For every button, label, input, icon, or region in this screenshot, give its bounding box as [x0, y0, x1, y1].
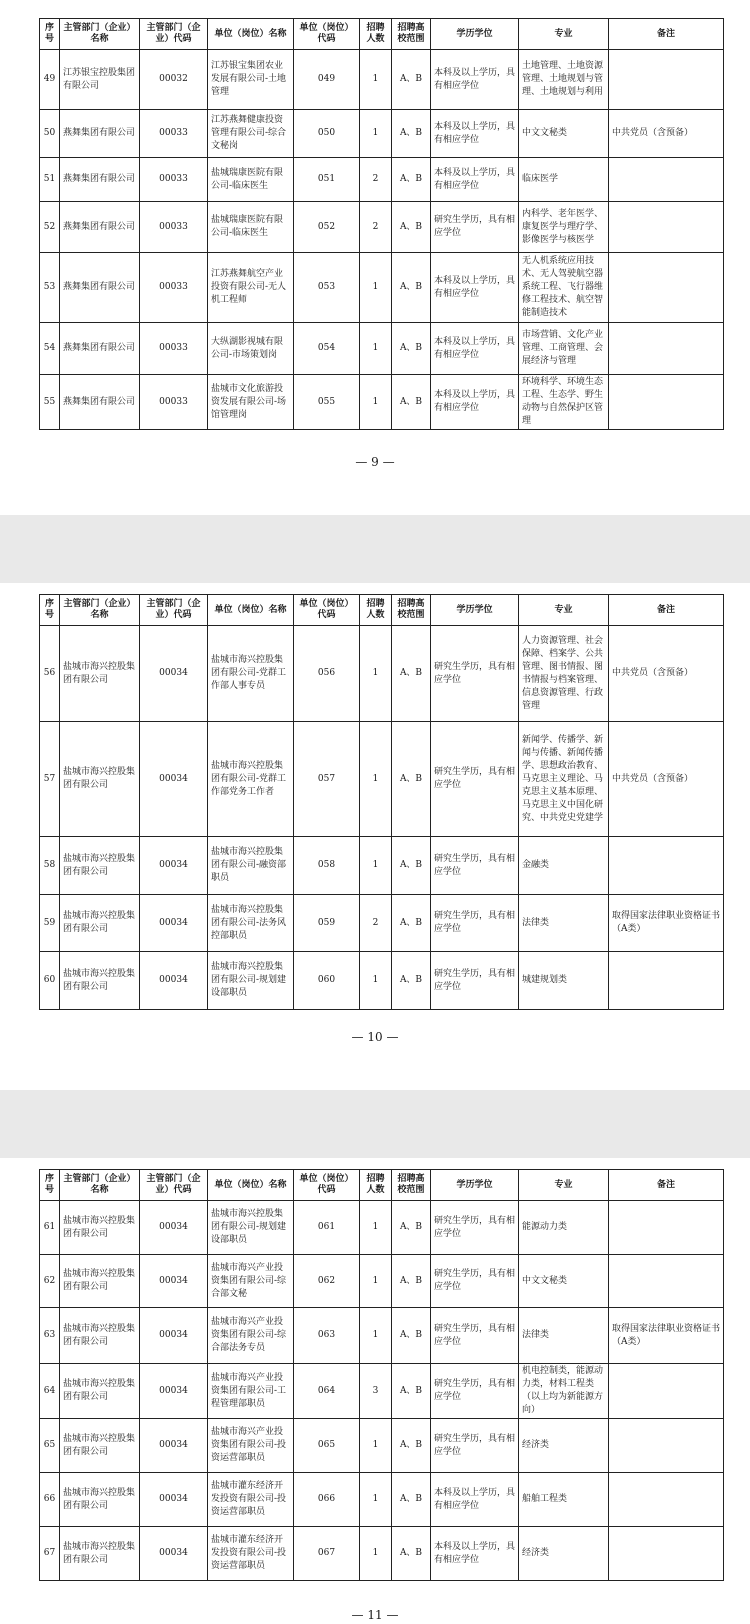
column-header: 序号 [40, 595, 60, 626]
remarks-cell [609, 952, 724, 1010]
school-scope-cell: A、B [392, 1473, 431, 1527]
recruitment-table-page-10 [39, 594, 724, 1010]
column-header: 备注 [609, 19, 724, 50]
column-header: 招聘高校范围 [392, 19, 431, 50]
column-header: 招聘高校范围 [392, 1170, 431, 1201]
dept-name-cell: 盐城市海兴控股集团有限公司 [60, 1255, 140, 1308]
remarks-cell [609, 837, 724, 895]
unit-name-cell: 大纵湖影视城有限公司-市场策划岗 [208, 323, 294, 375]
hire-count-cell: 2 [360, 202, 392, 253]
hire-count-cell: 1 [360, 253, 392, 323]
unit-code-cell: 060 [294, 952, 360, 1010]
table-row [40, 895, 724, 952]
unit-name-cell: 盐城市灌东经济开发投资有限公司-投资运营部职员 [208, 1473, 294, 1527]
table-row [40, 1201, 724, 1255]
row-number-cell: 57 [40, 722, 60, 837]
dept-code-cell: 00034 [140, 1255, 208, 1308]
unit-code-cell: 064 [294, 1364, 360, 1419]
dept-code-cell: 00033 [140, 202, 208, 253]
table-row [40, 323, 724, 375]
dept-name-cell: 盐城市海兴控股集团有限公司 [60, 952, 140, 1010]
table-row [40, 1364, 724, 1419]
dept-code-cell: 00034 [140, 1201, 208, 1255]
dept-name-cell: 盐城市海兴控股集团有限公司 [60, 1201, 140, 1255]
table-row [40, 50, 724, 110]
row-number-cell: 52 [40, 202, 60, 253]
column-header: 主管部门（企业）代码 [140, 595, 208, 626]
unit-code-cell: 052 [294, 202, 360, 253]
school-scope-cell: A、B [392, 722, 431, 837]
education-cell: 研究生学历，具有相应学位 [431, 1201, 519, 1255]
hire-count-cell: 1 [360, 626, 392, 722]
dept-code-cell: 00033 [140, 253, 208, 323]
dept-name-cell: 盐城市海兴控股集团有限公司 [60, 722, 140, 837]
hire-count-cell: 1 [360, 837, 392, 895]
unit-code-cell: 056 [294, 626, 360, 722]
row-number-cell: 67 [40, 1527, 60, 1581]
dept-name-cell: 江苏银宝控股集团有限公司 [60, 50, 140, 110]
school-scope-cell: A、B [392, 110, 431, 158]
education-cell: 研究生学历，具有相应学位 [431, 1255, 519, 1308]
hire-count-cell: 2 [360, 895, 392, 952]
unit-code-cell: 067 [294, 1527, 360, 1581]
header-row [40, 1170, 724, 1201]
major-cell: 金融类 [519, 837, 609, 895]
school-scope-cell: A、B [392, 1201, 431, 1255]
education-cell: 本科及以上学历，具有相应学位 [431, 110, 519, 158]
education-cell: 本科及以上学历，具有相应学位 [431, 1527, 519, 1581]
remarks-cell [609, 1201, 724, 1255]
remarks-cell [609, 50, 724, 110]
dept-name-cell: 燕舞集团有限公司 [60, 323, 140, 375]
unit-code-cell: 050 [294, 110, 360, 158]
unit-name-cell: 盐城市海兴产业投资集团有限公司-综合部法务专员 [208, 1308, 294, 1364]
unit-name-cell: 盐城市海兴控股集团有限公司-规划建设部职员 [208, 1201, 294, 1255]
dept-name-cell: 燕舞集团有限公司 [60, 202, 140, 253]
dept-code-cell: 00034 [140, 1527, 208, 1581]
column-header: 备注 [609, 1170, 724, 1201]
dept-code-cell: 00033 [140, 110, 208, 158]
school-scope-cell: A、B [392, 952, 431, 1010]
major-cell: 经济类 [519, 1527, 609, 1581]
education-cell: 本科及以上学历，具有相应学位 [431, 158, 519, 202]
major-cell: 中文文秘类 [519, 1255, 609, 1308]
recruitment-table-page-11 [39, 1169, 724, 1581]
major-cell: 法律类 [519, 1308, 609, 1364]
row-number-cell: 58 [40, 837, 60, 895]
column-header: 专业 [519, 19, 609, 50]
dept-code-cell: 00034 [140, 1364, 208, 1419]
unit-code-cell: 063 [294, 1308, 360, 1364]
remarks-cell [609, 1364, 724, 1419]
table-row [40, 1308, 724, 1364]
remarks-cell [609, 1255, 724, 1308]
page-separator [0, 1090, 750, 1158]
hire-count-cell: 1 [360, 323, 392, 375]
major-cell: 中文文秘类 [519, 110, 609, 158]
major-cell: 新闻学、传播学、新闻与传播、新闻传播学、思想政治教育、马克思主义理论、马克思主义基本原理、马克思主义中国化研究、中共党史党建学 [519, 722, 609, 837]
table-row [40, 626, 724, 722]
hire-count-cell: 1 [360, 1255, 392, 1308]
education-cell: 研究生学历，具有相应学位 [431, 837, 519, 895]
unit-code-cell: 065 [294, 1419, 360, 1473]
dept-code-cell: 00033 [140, 158, 208, 202]
unit-code-cell: 066 [294, 1473, 360, 1527]
remarks-cell: 中共党员（含预备） [609, 722, 724, 837]
column-header: 招聘高校范围 [392, 595, 431, 626]
unit-name-cell: 江苏燕舞健康投资管理有限公司-综合文秘岗 [208, 110, 294, 158]
column-header: 备注 [609, 595, 724, 626]
dept-name-cell: 盐城市海兴控股集团有限公司 [60, 895, 140, 952]
page-number: — 10 — [351, 1030, 399, 1044]
column-header: 主管部门（企业）代码 [140, 1170, 208, 1201]
table-row [40, 375, 724, 430]
hire-count-cell: 1 [360, 952, 392, 1010]
hire-count-cell: 1 [360, 50, 392, 110]
remarks-cell [609, 375, 724, 430]
table-row [40, 253, 724, 323]
education-cell: 本科及以上学历，具有相应学位 [431, 1473, 519, 1527]
unit-name-cell: 盐城市灌东经济开发投资有限公司-投资运营部职员 [208, 1527, 294, 1581]
major-cell: 机电控制类，能源动力类，材料工程类（以上均为新能源方向） [519, 1364, 609, 1419]
major-cell: 临床医学 [519, 158, 609, 202]
remarks-cell [609, 253, 724, 323]
education-cell: 研究生学历，具有相应学位 [431, 952, 519, 1010]
table-row [40, 722, 724, 837]
education-cell: 研究生学历，具有相应学位 [431, 1419, 519, 1473]
school-scope-cell: A、B [392, 323, 431, 375]
row-number-cell: 49 [40, 50, 60, 110]
dept-name-cell: 盐城市海兴控股集团有限公司 [60, 626, 140, 722]
hire-count-cell: 1 [360, 722, 392, 837]
dept-code-cell: 00034 [140, 1473, 208, 1527]
column-header: 主管部门（企业）名称 [60, 595, 140, 626]
major-cell: 土地管理、土地资源管理、土地规划与管理、土地规划与利用 [519, 50, 609, 110]
unit-name-cell: 盐城市文化旅游投资发展有限公司-场馆管理岗 [208, 375, 294, 430]
recruitment-table-page-9 [39, 18, 724, 430]
row-number-cell: 59 [40, 895, 60, 952]
column-header: 招聘人数 [360, 1170, 392, 1201]
dept-name-cell: 盐城市海兴控股集团有限公司 [60, 1527, 140, 1581]
unit-code-cell: 062 [294, 1255, 360, 1308]
dept-code-cell: 00032 [140, 50, 208, 110]
column-header: 主管部门（企业）代码 [140, 19, 208, 50]
major-cell: 法律类 [519, 895, 609, 952]
unit-code-cell: 051 [294, 158, 360, 202]
hire-count-cell: 3 [360, 1364, 392, 1419]
dept-name-cell: 盐城市海兴控股集团有限公司 [60, 1419, 140, 1473]
table-row [40, 202, 724, 253]
unit-code-cell: 058 [294, 837, 360, 895]
column-header: 招聘人数 [360, 19, 392, 50]
unit-code-cell: 061 [294, 1201, 360, 1255]
column-header: 单位（岗位）名称 [208, 595, 294, 626]
dept-code-cell: 00034 [140, 722, 208, 837]
unit-name-cell: 盐城市海兴控股集团有限公司-融资部职员 [208, 837, 294, 895]
remarks-cell [609, 1527, 724, 1581]
column-header: 学历学位 [431, 595, 519, 626]
row-number-cell: 60 [40, 952, 60, 1010]
column-header: 主管部门（企业）名称 [60, 19, 140, 50]
dept-code-cell: 00033 [140, 323, 208, 375]
hire-count-cell: 1 [360, 375, 392, 430]
education-cell: 研究生学历，具有相应学位 [431, 1364, 519, 1419]
unit-name-cell: 盐城市海兴控股集团有限公司-党群工作部人事专员 [208, 626, 294, 722]
remarks-cell: 中共党员（含预备） [609, 110, 724, 158]
unit-name-cell: 盐城市海兴产业投资集团有限公司-工程管理部职员 [208, 1364, 294, 1419]
column-header: 学历学位 [431, 1170, 519, 1201]
unit-name-cell: 盐城市海兴产业投资集团有限公司-综合部文秘 [208, 1255, 294, 1308]
row-number-cell: 51 [40, 158, 60, 202]
school-scope-cell: A、B [392, 1308, 431, 1364]
page-number: — 11 — [351, 1608, 399, 1622]
header-row [40, 19, 724, 50]
major-cell: 能源动力类 [519, 1201, 609, 1255]
row-number-cell: 62 [40, 1255, 60, 1308]
education-cell: 本科及以上学历，具有相应学位 [431, 50, 519, 110]
column-header: 单位（岗位）名称 [208, 19, 294, 50]
education-cell: 研究生学历，具有相应学位 [431, 895, 519, 952]
hire-count-cell: 2 [360, 158, 392, 202]
education-cell: 本科及以上学历，具有相应学位 [431, 253, 519, 323]
table-row [40, 110, 724, 158]
remarks-cell [609, 202, 724, 253]
dept-name-cell: 燕舞集团有限公司 [60, 158, 140, 202]
table-row [40, 837, 724, 895]
row-number-cell: 61 [40, 1201, 60, 1255]
major-cell: 市场营销、文化产业管理、工商管理、会展经济与管理 [519, 323, 609, 375]
unit-name-cell: 盐城市海兴产业投资集团有限公司-投资运营部职员 [208, 1419, 294, 1473]
column-header: 单位（岗位）代码 [294, 595, 360, 626]
dept-code-cell: 00034 [140, 626, 208, 722]
table-row [40, 1473, 724, 1527]
major-cell: 人力资源管理、社会保障、档案学、公共管理、图书情报、图书情报与档案管理、信息资源管理、行政管理 [519, 626, 609, 722]
remarks-cell: 中共党员（含预备） [609, 626, 724, 722]
unit-name-cell: 江苏银宝集团农业发展有限公司-土地管理 [208, 50, 294, 110]
unit-name-cell: 江苏燕舞航空产业投资有限公司-无人机工程师 [208, 253, 294, 323]
education-cell: 本科及以上学历，具有相应学位 [431, 323, 519, 375]
dept-code-cell: 00034 [140, 1308, 208, 1364]
school-scope-cell: A、B [392, 375, 431, 430]
dept-code-cell: 00034 [140, 952, 208, 1010]
table-row [40, 952, 724, 1010]
major-cell: 无人机系统应用技术、无人驾驶航空器系统工程、飞行器维修工程技术、航空智能制造技术 [519, 253, 609, 323]
school-scope-cell: A、B [392, 1255, 431, 1308]
school-scope-cell: A、B [392, 253, 431, 323]
unit-code-cell: 055 [294, 375, 360, 430]
column-header: 专业 [519, 595, 609, 626]
unit-name-cell: 盐城市海兴控股集团有限公司-党群工作部党务工作者 [208, 722, 294, 837]
table-row [40, 1527, 724, 1581]
dept-name-cell: 盐城市海兴控股集团有限公司 [60, 1308, 140, 1364]
school-scope-cell: A、B [392, 202, 431, 253]
remarks-cell: 取得国家法律职业资格证书（A类） [609, 1308, 724, 1364]
hire-count-cell: 1 [360, 1201, 392, 1255]
column-header: 序号 [40, 19, 60, 50]
major-cell: 经济类 [519, 1419, 609, 1473]
school-scope-cell: A、B [392, 50, 431, 110]
unit-name-cell: 盐城瑞康医院有限公司-临床医生 [208, 158, 294, 202]
school-scope-cell: A、B [392, 1527, 431, 1581]
row-number-cell: 56 [40, 626, 60, 722]
school-scope-cell: A、B [392, 895, 431, 952]
column-header: 单位（岗位）代码 [294, 1170, 360, 1201]
education-cell: 研究生学历，具有相应学位 [431, 722, 519, 837]
dept-name-cell: 燕舞集团有限公司 [60, 253, 140, 323]
remarks-cell [609, 158, 724, 202]
dept-code-cell: 00034 [140, 1419, 208, 1473]
unit-code-cell: 049 [294, 50, 360, 110]
column-header: 招聘人数 [360, 595, 392, 626]
dept-code-cell: 00033 [140, 375, 208, 430]
dept-name-cell: 盐城市海兴控股集团有限公司 [60, 837, 140, 895]
dept-name-cell: 燕舞集团有限公司 [60, 375, 140, 430]
row-number-cell: 54 [40, 323, 60, 375]
school-scope-cell: A、B [392, 1419, 431, 1473]
table-row [40, 1419, 724, 1473]
major-cell: 城建规划类 [519, 952, 609, 1010]
row-number-cell: 66 [40, 1473, 60, 1527]
unit-name-cell: 盐城瑞康医院有限公司-临床医生 [208, 202, 294, 253]
remarks-cell [609, 323, 724, 375]
major-cell: 船舶工程类 [519, 1473, 609, 1527]
column-header: 序号 [40, 1170, 60, 1201]
row-number-cell: 53 [40, 253, 60, 323]
school-scope-cell: A、B [392, 1364, 431, 1419]
hire-count-cell: 1 [360, 1527, 392, 1581]
column-header: 学历学位 [431, 19, 519, 50]
unit-code-cell: 054 [294, 323, 360, 375]
column-header: 单位（岗位）名称 [208, 1170, 294, 1201]
page-separator [0, 515, 750, 583]
unit-name-cell: 盐城市海兴控股集团有限公司-法务风控部职员 [208, 895, 294, 952]
row-number-cell: 50 [40, 110, 60, 158]
hire-count-cell: 1 [360, 1473, 392, 1527]
school-scope-cell: A、B [392, 158, 431, 202]
row-number-cell: 63 [40, 1308, 60, 1364]
row-number-cell: 65 [40, 1419, 60, 1473]
major-cell: 内科学、老年医学、康复医学与理疗学、影像医学与核医学 [519, 202, 609, 253]
school-scope-cell: A、B [392, 837, 431, 895]
major-cell: 环境科学、环境生态工程、生态学、野生动物与自然保护区管理 [519, 375, 609, 430]
remarks-cell [609, 1473, 724, 1527]
table-row [40, 158, 724, 202]
education-cell: 本科及以上学历，具有相应学位 [431, 375, 519, 430]
column-header: 专业 [519, 1170, 609, 1201]
dept-code-cell: 00034 [140, 895, 208, 952]
school-scope-cell: A、B [392, 626, 431, 722]
unit-code-cell: 059 [294, 895, 360, 952]
unit-code-cell: 053 [294, 253, 360, 323]
table-row [40, 1255, 724, 1308]
row-number-cell: 55 [40, 375, 60, 430]
dept-name-cell: 盐城市海兴控股集团有限公司 [60, 1473, 140, 1527]
header-row [40, 595, 724, 626]
education-cell: 研究生学历，具有相应学位 [431, 626, 519, 722]
hire-count-cell: 1 [360, 1419, 392, 1473]
column-header: 单位（岗位）代码 [294, 19, 360, 50]
unit-name-cell: 盐城市海兴控股集团有限公司-规划建设部职员 [208, 952, 294, 1010]
page-number: — 9 — [355, 455, 395, 469]
education-cell: 研究生学历，具有相应学位 [431, 1308, 519, 1364]
remarks-cell: 取得国家法律职业资格证书（A类） [609, 895, 724, 952]
hire-count-cell: 1 [360, 110, 392, 158]
dept-name-cell: 盐城市海兴控股集团有限公司 [60, 1364, 140, 1419]
column-header: 主管部门（企业）名称 [60, 1170, 140, 1201]
education-cell: 研究生学历，具有相应学位 [431, 202, 519, 253]
dept-code-cell: 00034 [140, 837, 208, 895]
unit-code-cell: 057 [294, 722, 360, 837]
hire-count-cell: 1 [360, 1308, 392, 1364]
row-number-cell: 64 [40, 1364, 60, 1419]
remarks-cell [609, 1419, 724, 1473]
dept-name-cell: 燕舞集团有限公司 [60, 110, 140, 158]
